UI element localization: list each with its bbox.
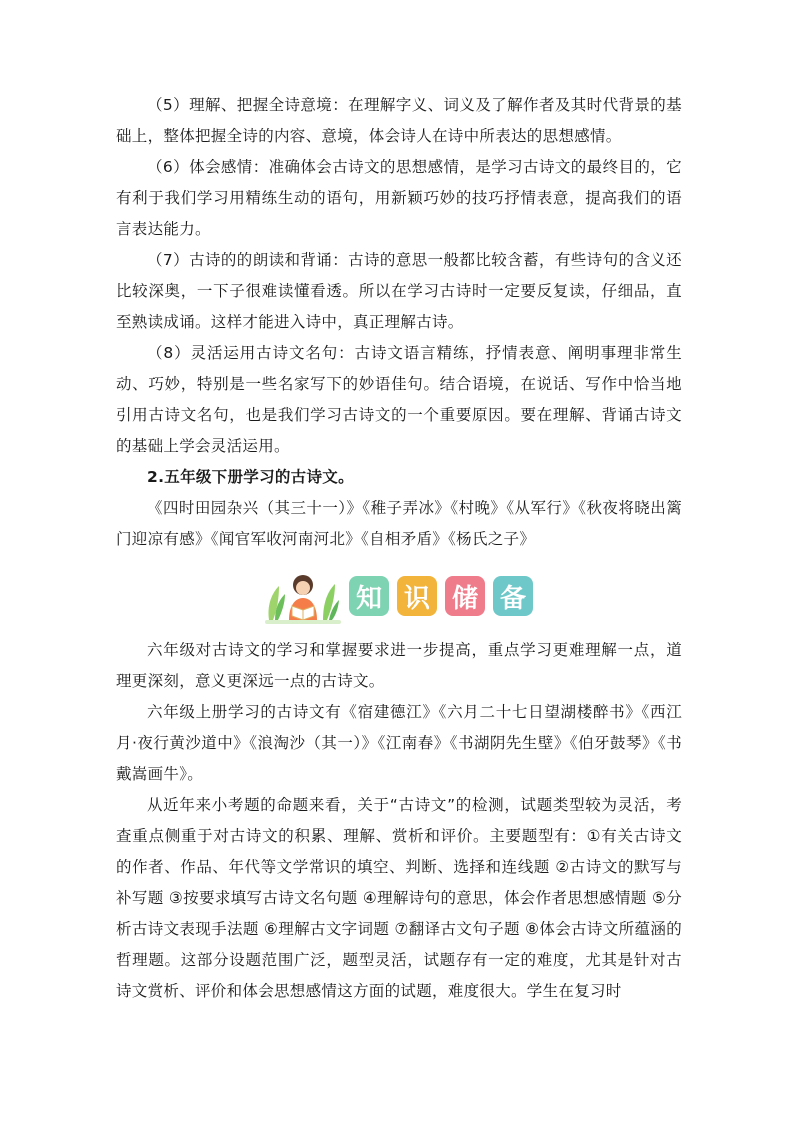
paragraph-grade6-requirements: 六年级对古诗文的学习和掌握要求进一步提高，重点学习更难理解一点，道理更深刻，意义更深远一点的古诗文。 <box>116 641 682 690</box>
banner-tile-shi: 识 <box>397 576 437 616</box>
document-content <box>116 90 682 1007</box>
paragraph-understand-poem-mood: （5）理解、把握全诗意境：在理解字义、词义及了解作者及其时代背景的基础上，整体把握全诗的内容、意境，体会诗人在诗中所表达的思想感情。 <box>116 96 682 145</box>
paragraph-appreciate-feelings: （6）体会感情：准确体会古诗文的思想感情，是学习古诗文的最终目的，它有利于我们学习用精练生动的语句，用新颖巧妙的技巧抒情表意，提高我们的语言表达能力。 <box>116 158 682 238</box>
banner-tile-bei: 备 <box>493 576 533 616</box>
banner-tile-zhi: 知 <box>349 576 389 616</box>
banner-inner <box>265 568 533 624</box>
paragraph-reading-reciting: （7）古诗的的朗读和背诵：古诗的意思一般都比较含蓄，有些诗句的含义还比较深奥，一下子很难读懂看透。所以在学习古诗时一定要反复读，仔细品，直至熟读成诵。这样才能进入诗中，真正理解古诗。 <box>116 251 682 331</box>
paragraph-flexible-use: （8）灵活运用古诗文名句：古诗文语言精练，抒情表意、阐明事理非常生动、巧妙，特别是一些名家写下的妙语佳句。结合语境，在说话、写作中恰当地引用古诗文名句，也是我们学习古诗文的一个重要原因。要在理解、背诵古诗文的基础上学会灵活运用。 <box>116 344 682 455</box>
paragraph-grade6-poem-list: 六年级上册学习的古诗文有《宿建德江》《六月二十七日望湖楼醉书》《西江月·夜行黄沙道中》《浪淘沙（其一）》《江南春》《书湖阴先生壁》《伯牙鼓琴》《书戴嵩画牛》。 <box>116 703 682 783</box>
banner-tile-chu: 储 <box>445 576 485 616</box>
paragraph-grade5-poem-list: 《四时田园杂兴（其三十一）》《稚子弄冰》《村晚》《从军行》《秋夜将晓出篱门迎凉有感》《闻官军收河南河北》《自相矛盾》《杨氏之子》 <box>116 499 682 548</box>
paragraph-exam-analysis: 从近年来小考题的命题来看，关于“古诗文”的检测，试题类型较为灵活，考查重点侧重于对古诗文的积累、理解、赏析和评价。主要题型有：①有关古诗文的作者、作品、年代等文学常识的填空、判断、选择和连线题 ②古诗文的默写与补写题 ③按要求填写古诗文名句题 ④理解诗句的意思，体会作者思想感情题 ⑤分析古诗文表现手法题 ⑥理解古文字词题 ⑦翻译古文句子题 ⑧体会古诗文所蕴涵的哲理题。这部分设题范围广泛，题型灵活，试题存有一定的难度，尤其是针对古诗文赏析、评价和体会思想感情这方面的试题，难度很大。学生在复习时 <box>116 796 682 1000</box>
section-heading-grade5: 2.五年级下册学习的古诗文。 <box>147 468 354 486</box>
reading-child-illustration-icon <box>265 568 341 624</box>
knowledge-reserve-banner <box>116 565 682 627</box>
